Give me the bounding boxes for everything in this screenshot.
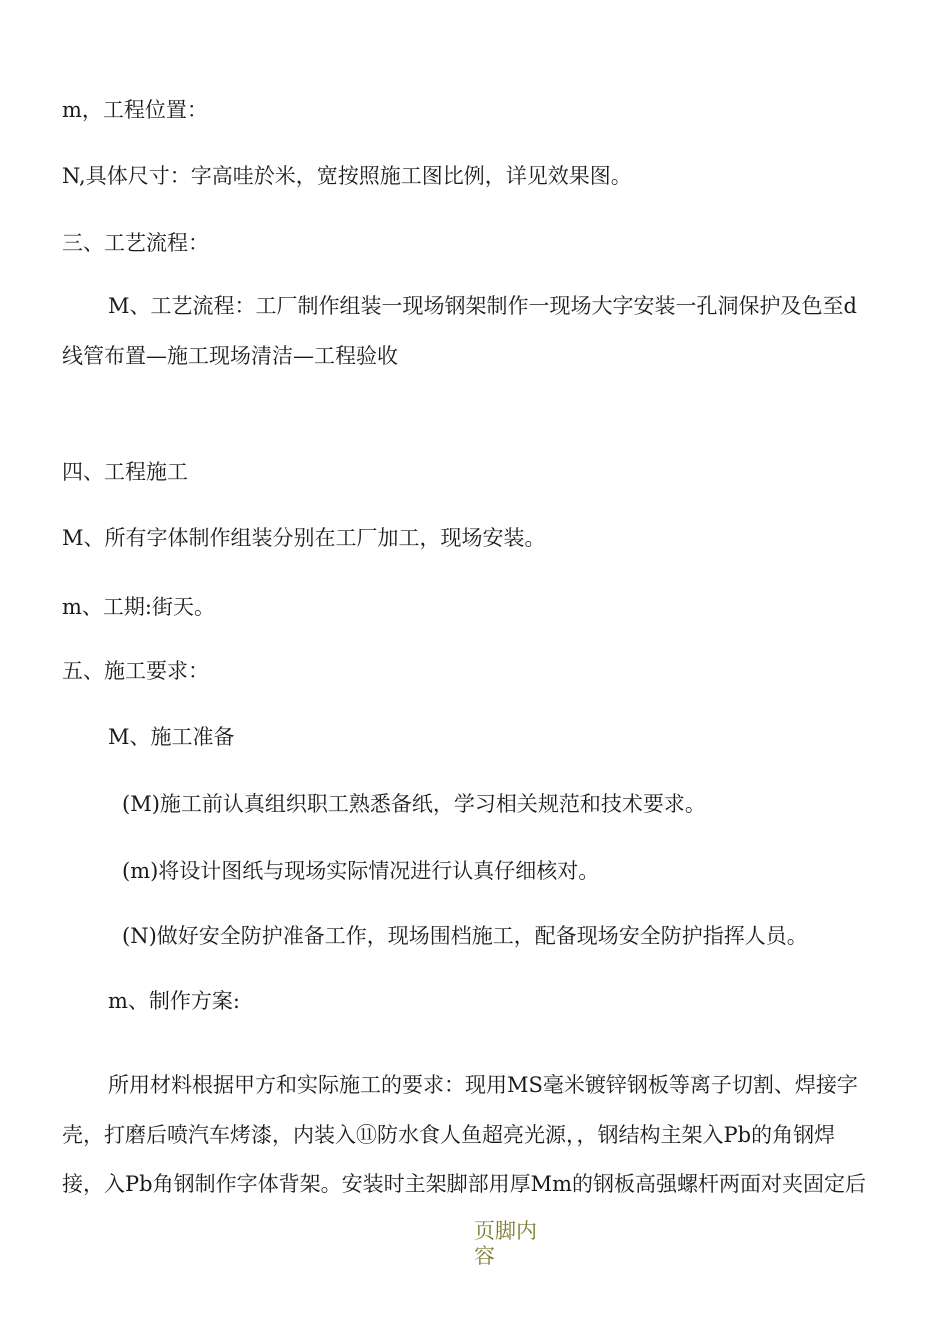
paragraph-materials-line-2: 壳，打磨后喷汽车烤漆，内装入⑪防水食人鱼超亮光源，，钢结构主架入Pb的角钢焊 [62,1123,836,1147]
list-item-prep-3: (N)做好安全防护准备工作，现场围档施工，配备现场安全防护指挥人员。 [122,924,808,948]
subheading-production-plan: m、制作方案: [108,989,240,1013]
page-footer: 页脚内容 [474,1219,537,1268]
text-line-dimensions: N,具体尺寸：字高哇於米，宽按照施工图比例，详见效果图。 [62,164,632,188]
paragraph-materials-line-1: 所用材料根据甲方和实际施工的要求：现用MS毫米镀锌钢板等离子切割、焊接字 [108,1073,858,1097]
subheading-preparation: M、施工准备 [108,725,235,749]
list-item-prep-2: (m)将设计图纸与现场实际情况进行认真仔细核对。 [122,859,600,883]
text-line-process-flow: M、工艺流程：工厂制作组装一现场钢架制作一现场大字安装一孔洞保护及色至d [108,294,857,318]
text-line-process-flow-cont: 线管布置—施工现场清洁—工程验收 [62,344,398,368]
text-line-project-location: m，工程位置： [62,98,208,122]
text-line-schedule: m、工期:街天。 [62,595,215,619]
section-heading-requirements: 五、施工要求： [62,659,209,683]
section-heading-construction: 四、工程施工 [62,460,188,484]
list-item-prep-1: (M)施工前认真组织职工熟悉备纸，学习相关规范和技术要求。 [122,792,706,816]
text-line-assembly: M、所有字体制作组装分别在工厂加工，现场安装。 [62,526,546,550]
paragraph-materials-line-3: 接，入Pb角钢制作字体背架。安装时主架脚部用厚Mm的钢板高强螺杆两面对夹固定后 [62,1172,866,1196]
section-heading-process: 三、工艺流程： [62,231,209,255]
